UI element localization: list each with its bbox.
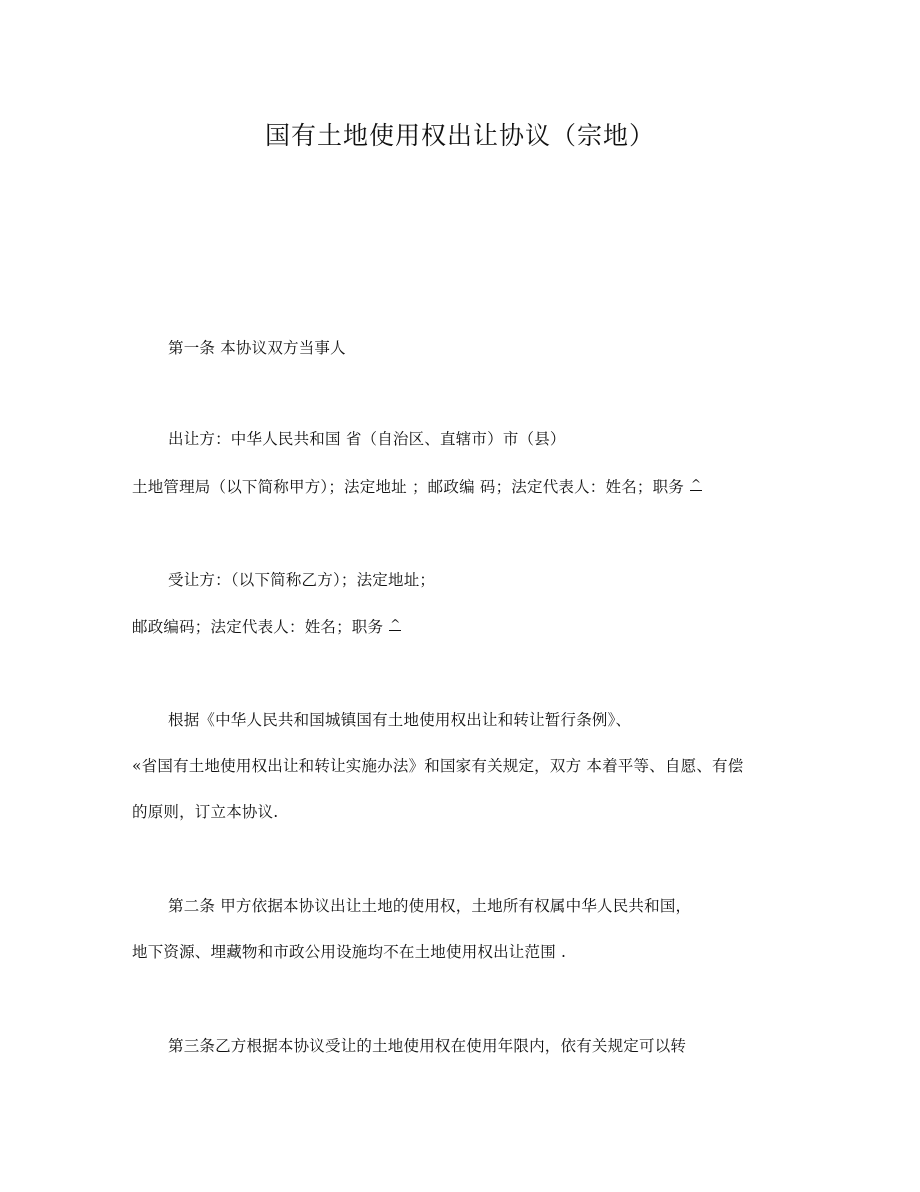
transferor-line-2-text: 土地管理局（以下简称甲方）；法定地址 ；邮政编 码；法定代表人：姓名；职务 (132, 478, 685, 496)
basis-line-1: 根据《中华人民共和国城镇国有土地使用权出让和转让暂行条例》、 (168, 711, 632, 729)
article-2-line-1: 第二条 甲方依据本协议出让土地的使用权，土地所有权属中华人民共和国， (168, 897, 692, 915)
transferor-line-2 (132, 476, 702, 498)
transferee-line-2-text: 邮政编码；法定代表人：姓名；职务 (132, 618, 384, 636)
transferor-caret-mark: ^ (691, 477, 702, 491)
transferee-caret-mark: ^ (390, 617, 401, 631)
basis-line-2: «省国有土地使用权出让和转让实施办法》和国家有关规定，双方 本着平等、自愿、有偿 (132, 757, 744, 775)
document-title: 国有土地使用权出让协议（宗地） (264, 121, 655, 150)
transferee-line-2 (132, 616, 401, 638)
article-1-heading: 第一条 本协议双方当事人 (168, 339, 346, 357)
basis-line-3: 的原则，订立本协议. (132, 803, 279, 821)
transferor-line-1: 出让方：中华人民共和国 省（自治区、直辖市）市（县） (168, 430, 566, 448)
article-2-line-2: 地下资源、埋藏物和市政公用设施均不在土地使用权出让范围 . (132, 943, 567, 961)
transferee-line-1: 受让方：（以下简称乙方）；法定地址； (168, 571, 436, 589)
article-3-line-1: 第三条乙方根据本协议受让的土地使用权在使用年限内，依有关规定可以转 (168, 1037, 687, 1055)
